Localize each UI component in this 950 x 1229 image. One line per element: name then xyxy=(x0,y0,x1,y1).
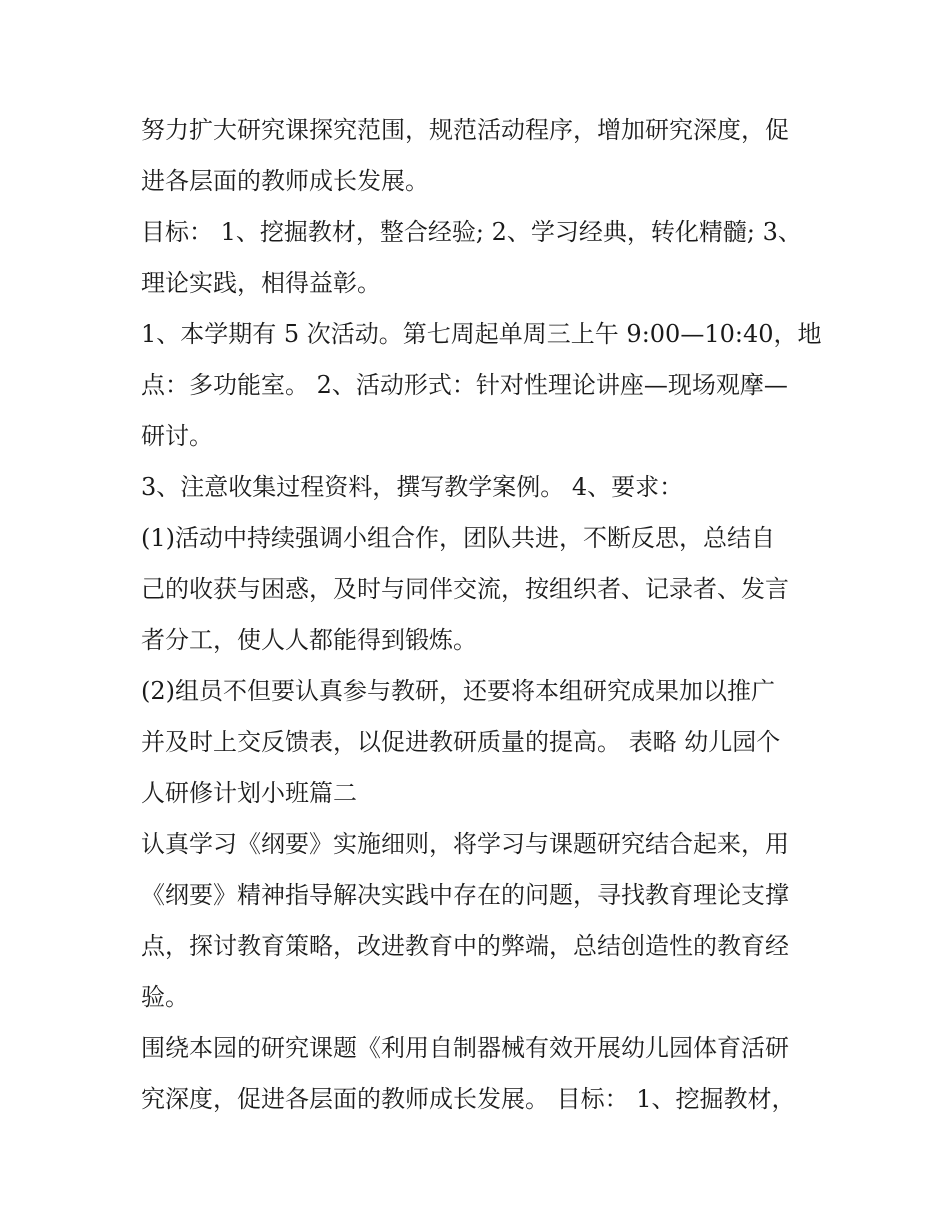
text-line: 认真学习《纲要》实施细则，将学习与课题研究结合起来，用 xyxy=(141,830,789,858)
text-line: 目标： 1、挖掘教材，整合经验; 2、学习经典，转化精髓; 3、 xyxy=(141,218,802,246)
text-line: 1、本学期有 5 次活动。第七周起单周三上午 9:00—10:40，地 xyxy=(141,320,822,348)
text-line: 3、注意收集过程资料，撰写教学案例。 4、要求： xyxy=(141,473,684,501)
text-line: 己的收获与困惑，及时与同伴交流，按组织者、记录者、发言 xyxy=(141,575,789,603)
text-line: (2)组员不但要认真参与教研，还要将本组研究成果加以推广 xyxy=(141,677,775,705)
text-line: 研讨。 xyxy=(141,422,213,450)
text-line: 并及时上交反馈表，以促进教研质量的提高。 表略 幼儿园个 xyxy=(141,728,781,756)
text-line: 者分工，使人人都能得到锻炼。 xyxy=(141,626,477,654)
text-line: 究深度，促进各层面的教师成长发展。 目标： 1、挖掘教材， xyxy=(141,1085,796,1113)
text-line: (1)活动中持续强调小组合作，团队共进，不断反思，总结自 xyxy=(141,524,775,552)
text-line: 理论实践，相得益彰。 xyxy=(141,269,381,297)
text-line: 点，探讨教育策略，改进教育中的弊端，总结创造性的教育经 xyxy=(141,932,789,960)
text-line: 《纲要》精神指导解决实践中存在的问题，寻找教育理论支撑 xyxy=(141,881,789,909)
text-line: 点：多功能室。 2、活动形式：针对性理论讲座—现场观摩— xyxy=(141,371,788,399)
text-line: 进各层面的教师成长发展。 xyxy=(141,167,429,195)
text-line: 努力扩大研究课探究范围，规范活动程序，增加研究深度，促 xyxy=(141,116,789,144)
text-line: 验。 xyxy=(141,983,189,1011)
text-line: 围绕本园的研究课题《利用自制器械有效开展幼儿园体育活研 xyxy=(141,1034,789,1062)
text-line: 人研修计划小班篇二 xyxy=(141,779,357,807)
